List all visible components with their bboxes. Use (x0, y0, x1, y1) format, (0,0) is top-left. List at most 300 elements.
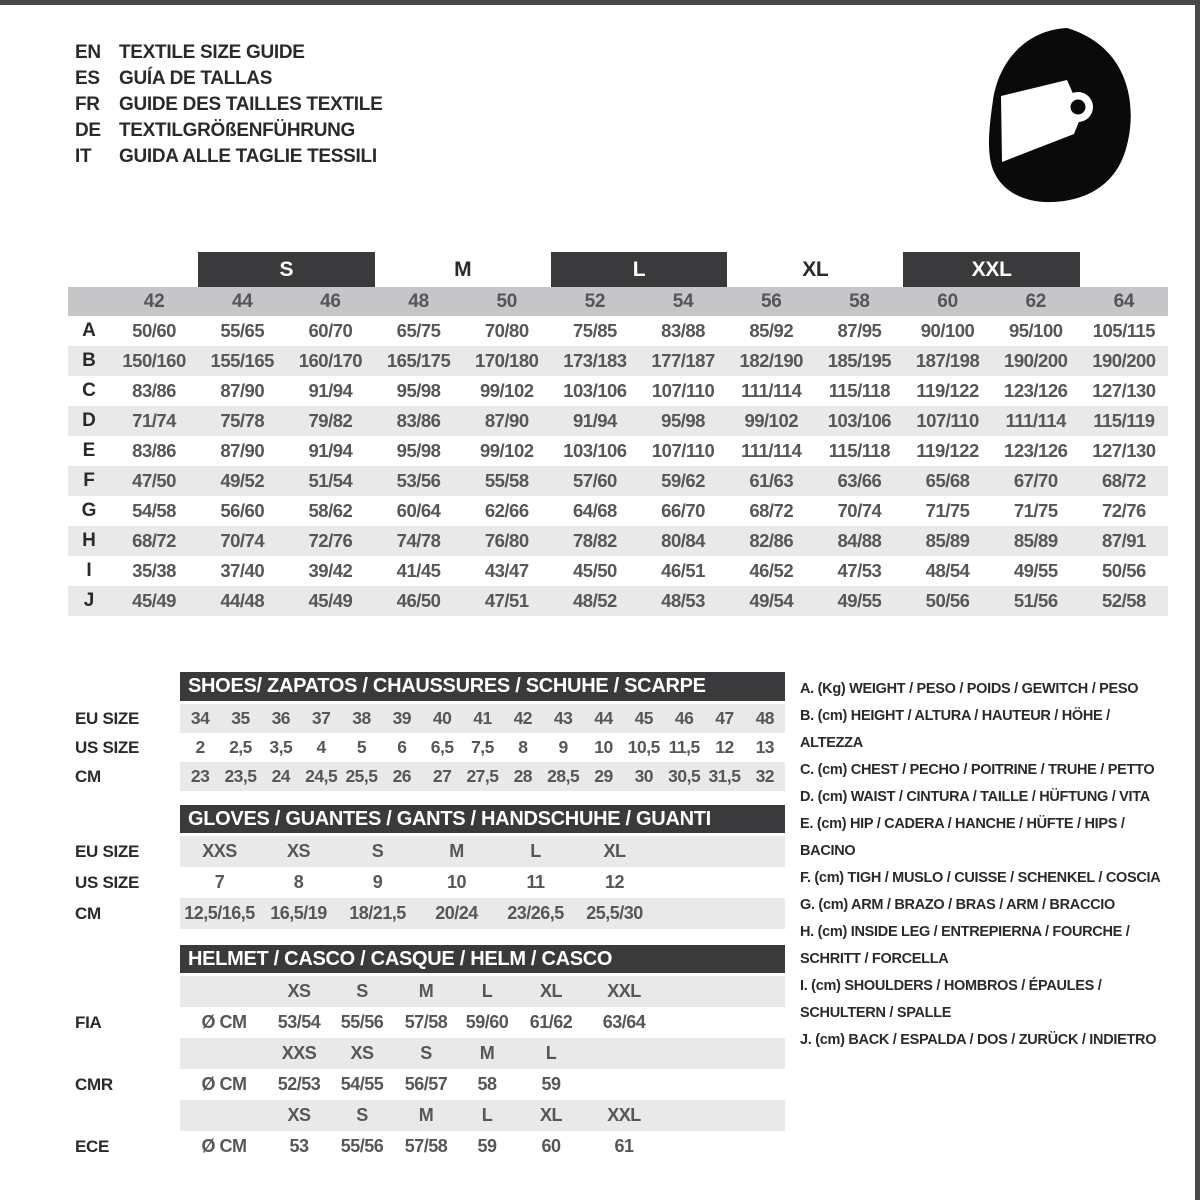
size-value: 5 (356, 737, 367, 757)
measurement-value: 44/48 (220, 590, 265, 611)
size-value: XXS (202, 841, 237, 861)
measurement-value: 35/38 (132, 560, 176, 581)
measurement-value: 74/78 (396, 530, 441, 551)
size-value: 12,5/16,5 (184, 903, 255, 923)
measurement-value: 103/106 (563, 380, 627, 401)
size-value: 24 (271, 766, 291, 786)
size-value: 24,5 (305, 766, 338, 786)
language-code: ES (75, 68, 100, 89)
legend-item: F. (cm) TIGH / MUSLO / CUISSE / SCHENKEL / COSCIA (800, 870, 1161, 886)
row-label (75, 1100, 180, 1131)
measurement-value: 53/56 (396, 470, 441, 491)
measurement-value: 71/75 (925, 500, 970, 521)
row-letter: A (82, 320, 96, 341)
size-value: 10,5 (627, 737, 660, 757)
measurement-value: 95/98 (396, 440, 441, 461)
size-value: 31,5 (708, 766, 741, 786)
size-value: 59 (541, 1074, 561, 1094)
language-title: TEXTILE SIZE GUIDE (119, 42, 305, 63)
numeric-band-spacer (68, 287, 110, 316)
size-value: 55/56 (340, 1136, 384, 1156)
measurement-value: 105/115 (1092, 320, 1156, 341)
language-row (75, 92, 382, 118)
size-value: 6,5 (430, 737, 454, 757)
measurement-value: 111/114 (1005, 410, 1066, 431)
measurement-value: 107/110 (651, 380, 715, 401)
row-label: US SIZE (75, 737, 140, 757)
measurement-value: 91/94 (308, 440, 353, 461)
measurement-value: 123/126 (1004, 440, 1068, 461)
size-value: 53 (289, 1136, 309, 1156)
row-cells (180, 1100, 785, 1131)
language-title-block (75, 40, 382, 170)
measurement-value: 165/175 (386, 350, 451, 371)
row-letter: J (83, 590, 95, 611)
table-row-j (68, 586, 1168, 616)
measurement-value: 87/90 (220, 440, 265, 461)
numeric-size: 42 (143, 290, 165, 312)
row-band (180, 976, 785, 1007)
size-letter-l: L (551, 252, 727, 287)
measurement-value: 41/45 (396, 560, 441, 581)
size-value: 27 (432, 766, 452, 786)
measurement-value: 111/114 (741, 380, 802, 401)
measurement-value: 48/52 (573, 590, 617, 611)
measurement-value: 49/54 (749, 590, 794, 611)
size-value: 54/55 (340, 1074, 384, 1094)
measurement-value: 119/122 (916, 440, 979, 461)
table-title-row (75, 672, 785, 701)
row-cells (180, 762, 785, 791)
row-cells (180, 1069, 785, 1100)
language-title: TEXTILGRÖßENFÜHRUNG (119, 120, 356, 141)
row-letter: F (83, 470, 95, 491)
measurement-value: 68/72 (749, 500, 794, 521)
measurement-value: 87/90 (484, 410, 529, 431)
size-value: XL (603, 841, 626, 861)
size-value: 25,5 (345, 766, 378, 786)
numeric-size: 46 (320, 290, 341, 312)
measurement-value: 173/183 (563, 350, 627, 371)
measurement-value: 55/58 (484, 470, 529, 491)
measurement-value: 70/74 (220, 530, 265, 551)
numeric-size: 50 (496, 290, 518, 312)
measurement-value: 70/74 (837, 500, 882, 521)
numeric-size: 48 (408, 290, 429, 312)
size-value: XS (286, 841, 310, 861)
size-label: S (356, 1105, 368, 1125)
size-letter-m: M (454, 257, 472, 281)
size-value: 12 (604, 872, 625, 892)
size-value: 42 (513, 708, 533, 728)
measurement-value: 45/49 (308, 590, 353, 611)
helmet-table-title: HELMET / CASCO / CASQUE / HELM / CASCO (180, 945, 785, 973)
measurement-value: 87/90 (220, 380, 265, 401)
size-value: 9 (558, 737, 568, 757)
size-label: XL (539, 1105, 562, 1125)
size-value: 2 (195, 737, 205, 757)
row-letter: G (81, 500, 97, 521)
measurement-value: 37/40 (220, 560, 265, 581)
measurement-value: 47/50 (132, 470, 176, 491)
measurement-value: 160/170 (298, 350, 363, 371)
measurement-value: 107/110 (651, 440, 715, 461)
size-value: 20/24 (435, 903, 478, 923)
measurement-value: 60/64 (396, 500, 441, 521)
measurement-value: 95/100 (1008, 320, 1063, 341)
measurement-value: 87/91 (1102, 530, 1146, 551)
measurement-value: 70/80 (484, 320, 529, 341)
measurement-value: 170/180 (475, 350, 539, 371)
row-band (180, 1007, 785, 1038)
measurement-value: 190/200 (1004, 350, 1068, 371)
numeric-size: 60 (937, 290, 958, 312)
language-code: IT (75, 146, 92, 167)
measurement-value: 56/60 (220, 500, 265, 521)
table-row-eu-size (75, 836, 785, 867)
size-value: 27,5 (466, 766, 499, 786)
measurement-value: 46/52 (749, 560, 794, 581)
unit-spacer (180, 976, 268, 1007)
measurement-value: 115/119 (1093, 410, 1155, 431)
size-value: 30,5 (668, 766, 701, 786)
size-letter-xl: XL (802, 257, 829, 281)
measurement-value: 54/58 (132, 500, 176, 521)
measurement-value: 84/88 (837, 530, 882, 551)
measurement-value: 48/54 (925, 560, 970, 581)
measurement-value: 47/53 (837, 560, 882, 581)
measurement-value: 99/102 (479, 440, 534, 461)
size-label: S (420, 1043, 432, 1063)
measurement-value: 187/198 (915, 350, 980, 371)
measurement-value: 150/160 (122, 350, 186, 371)
measurement-value: 50/56 (1102, 560, 1146, 581)
numeric-size: 58 (849, 290, 870, 312)
measurement-value: 79/82 (308, 410, 353, 431)
helmet-values-row-cmr (75, 1069, 785, 1100)
measurement-value: 55/65 (220, 320, 265, 341)
size-value: 57/58 (404, 1136, 448, 1156)
size-value: 39 (392, 708, 412, 728)
size-value: S (371, 841, 384, 861)
helmet-sizes-row-cmr (75, 1038, 785, 1069)
size-value: 60 (541, 1136, 561, 1156)
table-row-d (68, 406, 1168, 436)
numeric-size: 62 (1025, 290, 1047, 312)
measurement-value: 83/88 (661, 320, 705, 341)
language-row (75, 144, 382, 170)
size-label: M (418, 981, 434, 1001)
size-value: 12 (715, 737, 734, 757)
measurement-value: 83/86 (132, 440, 176, 461)
numeric-size: 56 (760, 290, 782, 312)
size-value (586, 1069, 662, 1100)
measurement-value: 83/86 (396, 410, 441, 431)
row-letter: C (82, 380, 96, 401)
size-value: 23 (190, 766, 210, 786)
size-label: L (481, 981, 493, 1001)
measurement-value: 78/82 (573, 530, 617, 551)
size-value: L (530, 841, 541, 861)
size-value: 59/60 (465, 1012, 509, 1032)
size-value: M (449, 841, 464, 861)
size-label: XS (287, 981, 311, 1001)
measurement-value: 49/55 (1013, 560, 1058, 581)
helmet-sizes-row-ece (75, 1100, 785, 1131)
table-row-h (68, 526, 1168, 556)
row-band (180, 1131, 785, 1162)
legend-item: C. (cm) CHEST / PECHO / POITRINE / TRUHE / PETTO (800, 762, 1155, 778)
measurement-value: 115/118 (828, 440, 891, 461)
row-label: CM (75, 766, 101, 786)
row-letter: B (82, 350, 96, 371)
size-value: 23/26,5 (507, 903, 564, 923)
row-label: US SIZE (75, 872, 140, 892)
helmet-size-table (75, 945, 785, 1162)
size-value: 25,5/30 (586, 903, 643, 923)
measurement-value: 90/100 (920, 320, 975, 341)
size-value: 41 (473, 708, 492, 728)
size-value: 35 (231, 708, 250, 728)
size-value: 47 (715, 708, 734, 728)
measurement-value: 46/50 (396, 590, 441, 611)
helmet-values-row-ece (75, 1131, 785, 1162)
size-value: 55/56 (340, 1012, 384, 1032)
legend-item: B. (cm) HEIGHT / ALTURA / HAUTEUR / HÖHE / ALTEZZA (800, 708, 1110, 751)
gloves-size-table (75, 805, 785, 929)
size-value: 10 (594, 737, 613, 757)
measurement-value: 45/49 (132, 590, 176, 611)
size-value: 16,5/19 (270, 903, 327, 923)
table-row-g (68, 496, 1168, 526)
size-value: 7 (214, 872, 225, 892)
row-band (180, 733, 785, 762)
legend-item: J. (cm) BACK / ESPALDA / DOS / ZURÜCK / INDIETRO (800, 1032, 1157, 1048)
table-row-c (68, 376, 1168, 406)
size-value: 43 (553, 708, 573, 728)
measurement-rows (68, 316, 1168, 616)
measurement-value: 65/75 (396, 320, 441, 341)
shoes-rows (75, 704, 785, 791)
legend-item: G. (cm) ARM / BRAZO / BRAS / ARM / BRACCIO (800, 897, 1115, 913)
row-band (180, 762, 785, 791)
measurement-value: 87/95 (837, 320, 882, 341)
row-label: EU SIZE (75, 841, 140, 861)
size-letter-s: S (198, 252, 374, 287)
row-cells (180, 867, 785, 898)
shoes-size-table (75, 672, 785, 791)
size-value: 46 (674, 708, 694, 728)
measurement-value: 51/56 (1013, 590, 1058, 611)
row-cells (180, 704, 785, 733)
size-value: 58 (477, 1074, 497, 1094)
language-code: FR (75, 94, 100, 115)
legend-item: D. (cm) WAIST / CINTURA / TAILLE / HÜFTUNG / VITA (800, 789, 1150, 805)
measurement-value: 46/51 (661, 560, 705, 581)
measurement-value: 127/130 (1092, 440, 1156, 461)
row-cells (180, 733, 785, 762)
table-row-i (68, 556, 1168, 586)
measurement-value: 47/51 (484, 590, 529, 611)
measurement-value: 64/68 (573, 500, 617, 521)
unit-label: Ø CM (201, 1074, 247, 1094)
size-value: 59 (477, 1136, 497, 1156)
measurement-value: 119/122 (916, 380, 979, 401)
row-label: ECE (75, 1136, 110, 1156)
size-value: 28 (513, 766, 533, 786)
table-row-f (68, 466, 1168, 496)
table-row-cm (75, 762, 785, 791)
measurement-value: 85/92 (749, 320, 794, 341)
size-value: 30 (634, 766, 654, 786)
numeric-size: 64 (1113, 290, 1135, 312)
size-label: XS (287, 1105, 311, 1125)
size-value: 6 (397, 737, 407, 757)
size-value: 9 (372, 872, 383, 892)
size-label: XS (350, 1043, 374, 1063)
size-value: 10 (446, 872, 467, 892)
row-cells (180, 898, 785, 929)
size-value: 29 (594, 766, 613, 786)
measurement-value: 85/89 (925, 530, 970, 551)
language-title: GUÍA DE TALLAS (119, 68, 273, 89)
helmet-rows (75, 976, 785, 1162)
right-border (1195, 0, 1200, 1200)
measurement-value: 185/195 (827, 350, 892, 371)
helmet-sizes-row-fia (75, 976, 785, 1007)
measurement-value: 85/89 (1013, 530, 1058, 551)
row-band (180, 836, 785, 867)
row-band (180, 867, 785, 898)
measurement-value: 71/74 (132, 410, 176, 431)
legend-item: E. (cm) HIP / CADERA / HANCHE / HÜFTE / HIPS / BACINO (800, 816, 1125, 859)
size-label: XL (539, 981, 562, 1001)
measurement-value: 107/110 (916, 410, 979, 431)
measurement-value: 177/187 (651, 350, 715, 371)
measurement-value: 190/200 (1092, 350, 1156, 371)
numeric-size: 44 (231, 290, 253, 312)
row-cells (180, 836, 785, 867)
numeric-size: 52 (584, 290, 606, 312)
numeric-size: 54 (672, 290, 694, 312)
row-band (180, 704, 785, 733)
table-title-row (75, 945, 785, 973)
size-value: 28,5 (547, 766, 580, 786)
size-value: 53/54 (277, 1012, 321, 1032)
size-value: 48 (755, 708, 775, 728)
measurement-value: 58/62 (308, 500, 353, 521)
racing-helmet-icon (975, 22, 1145, 207)
measurement-value: 50/56 (925, 590, 970, 611)
unit-label: Ø CM (201, 1012, 247, 1032)
size-value: 8 (293, 872, 304, 892)
measurement-value: 62/66 (484, 500, 529, 521)
top-border (0, 0, 1200, 5)
size-letter-xxl: XXL (903, 252, 1079, 287)
measurement-value: 57/60 (573, 470, 617, 491)
table-row-cm (75, 898, 785, 929)
size-label: M (479, 1043, 495, 1063)
row-band (180, 1100, 785, 1131)
size-value: 32 (755, 766, 775, 786)
measurement-value: 103/106 (563, 440, 627, 461)
size-value: 11 (526, 872, 545, 892)
gloves-table-title: GLOVES / GUANTES / GANTS / HANDSCHUHE / GUANTI (180, 805, 785, 833)
table-row-us-size (75, 733, 785, 762)
measurement-value: 71/75 (1013, 500, 1058, 521)
language-row (75, 66, 382, 92)
measurement-value: 76/80 (484, 530, 529, 551)
measurement-value: 82/86 (749, 530, 794, 551)
size-value: 61/62 (529, 1012, 573, 1032)
measurement-value: 95/98 (661, 410, 705, 431)
size-label (586, 1038, 662, 1069)
measurement-value: 63/66 (837, 470, 882, 491)
measurement-value: 51/54 (308, 470, 353, 491)
measurement-value: 39/42 (308, 560, 353, 581)
row-label (75, 1038, 180, 1069)
measurement-value: 72/76 (308, 530, 353, 551)
textile-size-table (68, 252, 1168, 616)
size-label: S (356, 981, 368, 1001)
unit-spacer (180, 1038, 268, 1069)
size-value: 63/64 (602, 1012, 646, 1032)
size-value: 7,5 (471, 737, 494, 757)
row-band (180, 898, 785, 929)
size-label: M (418, 1105, 434, 1125)
letter-size-header-row (68, 252, 1168, 287)
row-letter: E (82, 440, 96, 461)
size-value: 3,5 (269, 737, 293, 757)
measurement-value: 182/190 (739, 350, 803, 371)
table-title-row (75, 805, 785, 833)
measurement-value: 43/47 (484, 560, 529, 581)
measurement-value: 60/70 (308, 320, 353, 341)
unit-spacer (180, 1100, 268, 1131)
numeric-size-header-row (68, 287, 1168, 316)
size-value: 61 (614, 1136, 634, 1156)
measurement-value: 68/72 (1102, 470, 1146, 491)
measurement-value: 91/94 (573, 410, 617, 431)
size-label: XXL (607, 1105, 641, 1125)
legend-item: A. (Kg) WEIGHT / PESO / POIDS / GEWITCH / PESO (800, 681, 1139, 697)
measurement-value: 91/94 (308, 380, 353, 401)
measurement-value: 66/70 (661, 500, 705, 521)
measurement-value: 45/50 (573, 560, 617, 581)
legend-item: I. (cm) SHOULDERS / HOMBROS / ÉPAULES / SCHULTERN / SPALLE (800, 978, 1102, 1021)
measurement-value: 68/72 (132, 530, 176, 551)
size-value: 13 (755, 737, 775, 757)
measurement-value: 49/55 (837, 590, 882, 611)
measurement-value: 99/102 (479, 380, 534, 401)
measurement-value: 95/98 (396, 380, 441, 401)
measurement-value: 48/53 (661, 590, 705, 611)
size-value: 52/53 (277, 1074, 321, 1094)
shoes-table-title: SHOES/ ZAPATOS / CHAUSSURES / SCHUHE / SCARPE (180, 672, 785, 701)
table-row-us-size (75, 867, 785, 898)
measurement-value: 52/58 (1102, 590, 1146, 611)
row-band (180, 1069, 785, 1100)
size-value: 44 (594, 708, 613, 728)
measurement-value: 80/84 (661, 530, 705, 551)
measurement-value: 155/165 (210, 350, 274, 371)
measurement-value: 50/60 (132, 320, 176, 341)
language-row (75, 40, 382, 66)
row-label: CMR (75, 1074, 113, 1094)
size-value: 18/21,5 (349, 903, 406, 923)
size-value: 26 (392, 766, 412, 786)
measurement-value: 127/130 (1092, 380, 1156, 401)
